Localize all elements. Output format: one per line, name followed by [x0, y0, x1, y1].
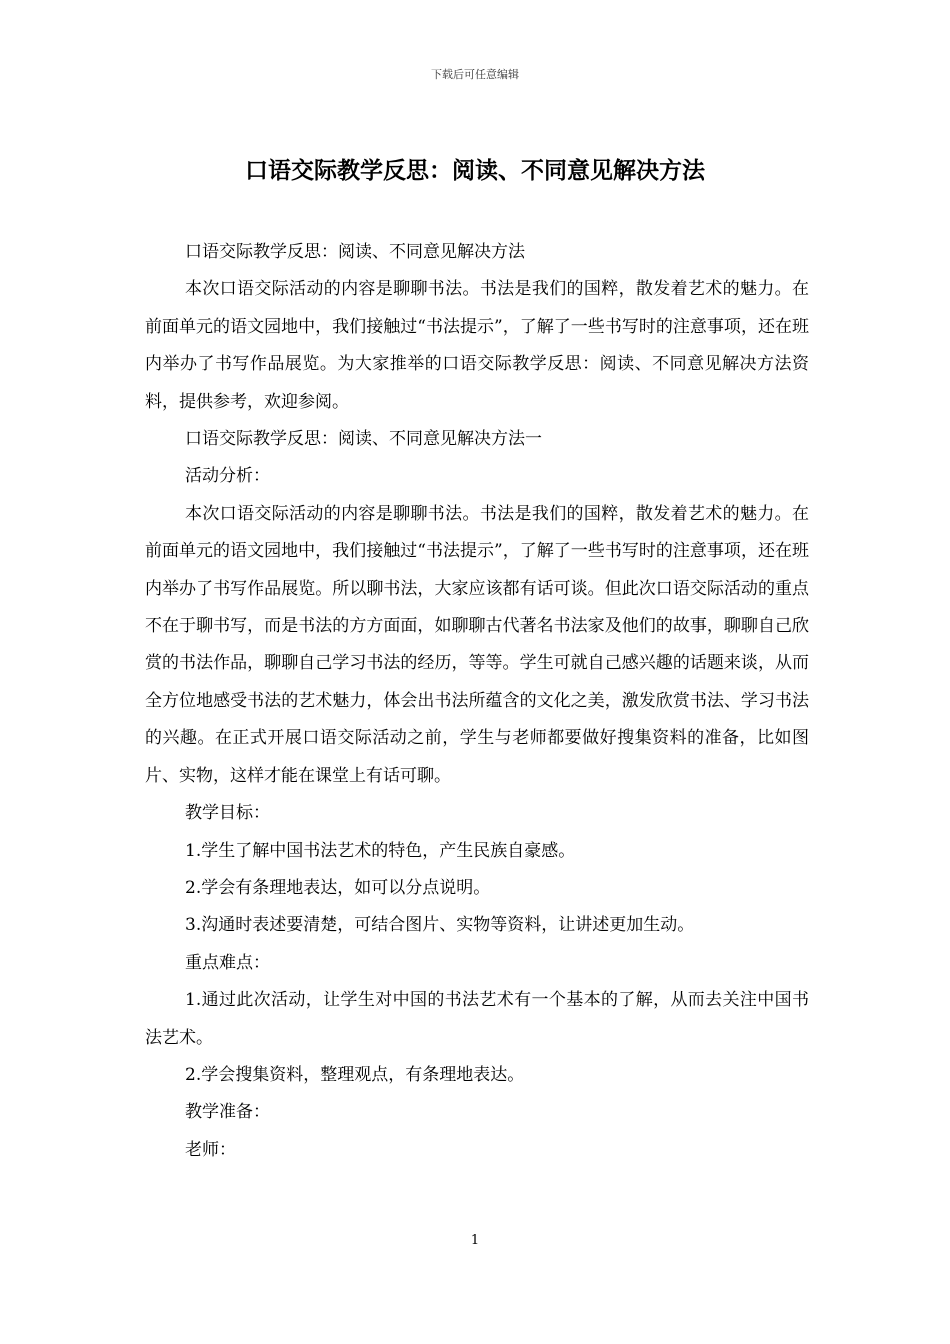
section-label: 活动分析： [185, 466, 270, 487]
list-item: 1.学生了解中国书法艺术的特色，产生民族自豪感。 [185, 840, 576, 861]
page-header: 下载后可任意编辑 [431, 68, 519, 81]
paragraph: 口语交际教学反思：阅读、不同意见解决方法一 [185, 429, 542, 450]
list-item: 3.沟通时表述要清楚，可结合图片、实物等资料，让讲述更加生动。 [185, 915, 695, 936]
list-item: 1.通过此次活动，让学生对中国的书法艺术有一个基本的了解，从而去关注中国书法艺术。 [145, 990, 809, 1048]
paragraph: 本次口语交际活动的内容是聊聊书法。书法是我们的国粹，散发着艺术的魅力。在前面单元的语文园地中，我们接触过“书法提示”，了解了一些书写时的注意事项，还在班内举办了书写作品展览。所以聊书法，大家应该都有话可谈。但此次口语交际活动的重点不在于聊书写，而是书法的方方面面，如聊聊古代著名书法家及他们的故事，聊聊自己欣赏的书法作品，聊聊自己学习书法的经历，等等。学生可就自己感兴趣的话题来谈，从而全方位地感受书法的艺术魅力，体会出书法所蕴含的文化之美，激发欣赏书法、学习书法的兴趣。在正式开展口语交际活动之前，学生与老师都要做好搜集资料的准备，比如图片、实物，这样才能在课堂上有话可聊。 [145, 503, 809, 786]
document-title: 口语交际教学反思：阅读、不同意见解决方法 [245, 157, 705, 184]
list-item: 2.学会搜集资料，整理观点，有条理地表达。 [185, 1064, 525, 1085]
paragraph: 本次口语交际活动的内容是聊聊书法。书法是我们的国粹，散发着艺术的魅力。在前面单元的语文园地中，我们接触过“书法提示”，了解了一些书写时的注意事项，还在班内举办了书写作品展览。为大家推举的口语交际教学反思：阅读、不同意见解决方法资料，提供参考，欢迎参阅。 [145, 279, 809, 412]
section-label: 教学目标： [185, 803, 270, 824]
page-number: 1 [470, 1233, 480, 1248]
section-label: 老师： [185, 1139, 236, 1160]
section-label: 重点难点： [185, 952, 270, 973]
list-item: 2.学会有条理地表达，如可以分点说明。 [185, 877, 491, 898]
paragraph: 口语交际教学反思：阅读、不同意见解决方法 [185, 242, 525, 262]
document-body [145, 234, 809, 1169]
section-label: 教学准备： [185, 1102, 270, 1123]
